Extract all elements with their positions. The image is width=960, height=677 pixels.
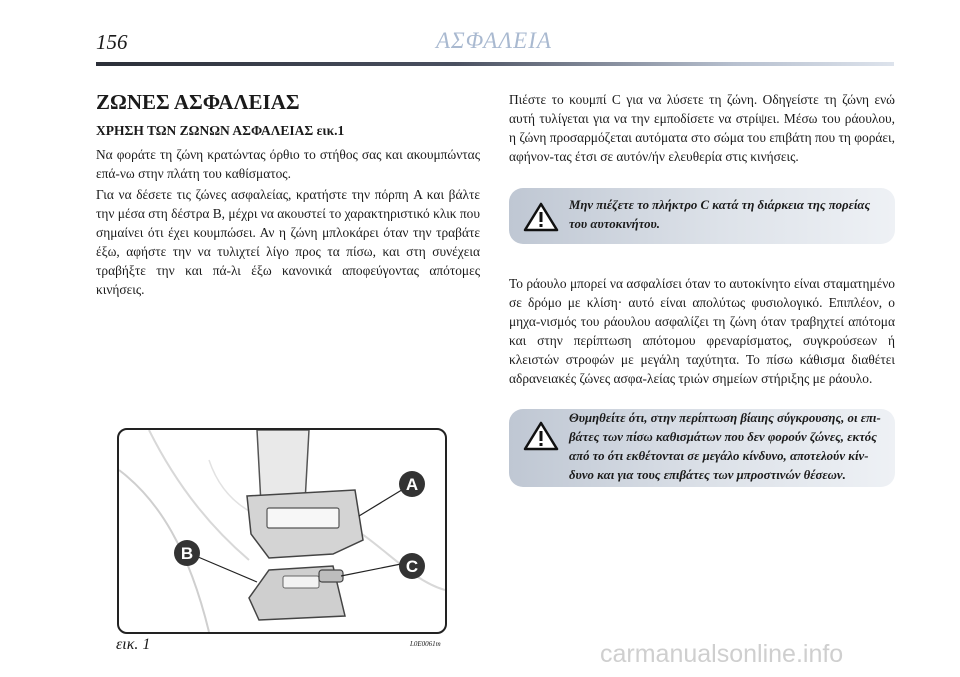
seatbelt-illustration bbox=[119, 430, 445, 632]
warning-text-1: Μην πιέζετε το πλήκτρο C κατά τη διάρκεια της πορείας του αυτοκινήτου. bbox=[569, 198, 871, 231]
warning-text-2: Θυμηθείτε ότι, στην περίπτωση βίαιης σύγκρουσης, οι επι-βάτες των πίσω καθισμάτων που δεν φορούν ζώνες, εκτός από το ότι εκθέτονται σε μεγάλο κίνδυνο, αποτελούν κίν-δυνο και για τους επιβάτες των μπροστινών θέσεων. bbox=[569, 411, 881, 482]
figure-code: L0E0061m bbox=[410, 640, 441, 648]
header-divider bbox=[96, 62, 894, 66]
figure-caption: εικ. 1 bbox=[116, 636, 151, 653]
section-subtitle: ΧΡΗΣΗ ΤΩΝ ΖΩΝΩΝ ΑΣΦΑΛΕΙΑΣ εικ.1 bbox=[96, 123, 345, 138]
body-paragraph-2: Για να δέσετε τις ζώνες ασφαλείας, κρατήστε την πόρπη A και βάλτε την μέσα στη δέστρα B, μέχρι να ακουστεί το χαρακτηριστικό κλικ που σημαίνει ότι έχει κουμπώσει. Αν η ζώνη μπλοκάρει όταν την τραβάτε έξω, αφήστε την να τυλιχτεί λίγο προς τα πίσω, και στη συνέχεια τραβήξτε την και πά-λι έξω κανονικά αποφεύγοντας απότομες κινήσεις. bbox=[96, 187, 480, 297]
watermark: carmanualsonline.info bbox=[600, 640, 844, 668]
body-paragraph-3: Πιέστε το κουμπί C για να λύσετε τη ζώνη. Οδηγείστε τη ζώνη ενώ αυτή τυλίγεται για να την εμποδίσετε να στρίψει. Μέσω του ράουλου, η ζώνη προσαρμόζεται αυτόματα στο σώμα του επιβάτη που τη φοράει, αφήνον-τας έτσι σε αυτόν/ήν ελευθερία στις κινήσεις. bbox=[509, 92, 895, 164]
seatbelt-figure bbox=[117, 428, 447, 634]
callout-b: B bbox=[180, 544, 194, 563]
page-number: 156 bbox=[96, 30, 128, 54]
warning-box-2 bbox=[509, 409, 895, 487]
callout-c: C bbox=[405, 557, 419, 576]
body-paragraph-4: Το ράουλο μπορεί να ασφαλίσει όταν το αυτοκίνητο είναι σταματημένο σε δρόμο με κλίση· αυτό είναι απολύτως φυσιολογικό. Επιπλέον, ο μηχα-νισμός του ράουλου ασφαλίζει τη ζώνη όταν τραβηχτεί απότομα και στην περίπτωση απότομου φρεναρίσματος, συγκρούσεων ή κλειστών στροφών με μεγάλη ταχύτητα. Το πίσω κάθισμα διαθέτει αδρανειακές ζώνες ασφα-λείας τριών σημείων στήριξης με ράουλο. bbox=[509, 276, 895, 386]
section-title: ΑΣΦΑΛΕΙΑ bbox=[436, 28, 552, 53]
callout-a: A bbox=[405, 475, 419, 494]
warning-box-1 bbox=[509, 188, 895, 244]
page-title: ΖΩΝΕΣ ΑΣΦΑΛΕΙΑΣ bbox=[96, 90, 300, 114]
warning-triangle-icon bbox=[523, 202, 559, 232]
body-paragraph-1: Να φοράτε τη ζώνη κρατώντας όρθιο το στήθος σας και ακουμπώντας επά-νω στην πλάτη του καθίσματος. bbox=[96, 147, 480, 181]
warning-triangle-icon bbox=[523, 421, 559, 451]
